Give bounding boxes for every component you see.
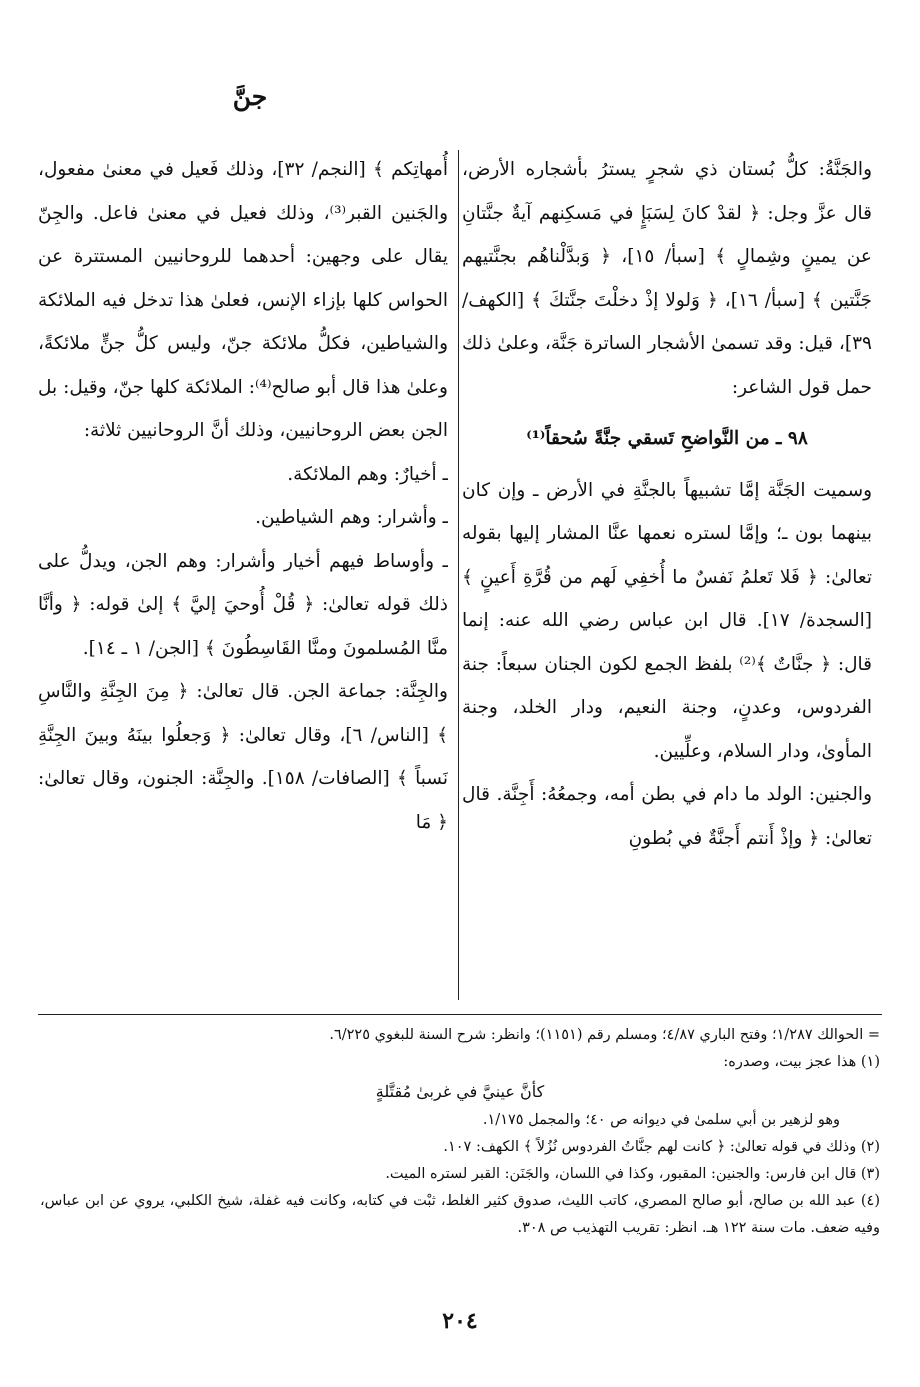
footnote: (٢) وذلك في قوله تعالىٰ: ﴿ كانت لهم جنَّاتُ الفردوس نُزُلاً ﴾ الكهف: ١٠٧. (443, 1139, 880, 1155)
column-divider (458, 150, 459, 1000)
poetry-line: ٩٨ ـ من النَّواضحِ تَسقي جنَّةً سُحقاً⁽¹⁾ (526, 428, 808, 449)
footnote: (٣) قال ابن فارس: والجنين: المقبور، وكذا في اللسان، والجَنَن: القبر لستره الميت. (385, 1166, 880, 1182)
paragraph: وسميت الجَنَّة إمَّا تشبيهاً بالجنَّةِ في الأرض ـ وإن كان بينهما بون ـ؛ وإمَّا لستره نعمها عنَّا المشار إليها بقوله تعالىٰ: ﴿ فَلا تَعلمُ نَفسٌ ما أُخفِي لَهم من قُرَّةِ أَعينٍ ﴾ [السجدة/ ١٧]. قال ابن عباس رضي الله عنه: إنما قال: ﴿ جنَّاتٌ ﴾⁽²⁾ بلفظ الجمع لكون الجنان سبعاً: جنة الفردوس، وعدنٍ، وجنة النعيم، ودار الخلد، وجنة المأوىٰ، ودار السلام، وعلِّيين. (462, 479, 872, 762)
list-item: ـ أخيارٌ: وهم الملائكة. (287, 463, 448, 485)
footnote-verse: كأنَّ عينيَّ في غربىٰ مُقتَّلةٍ (375, 1082, 545, 1101)
left-column (38, 148, 448, 993)
list-item: ـ وأشرار: وهم الشياطين. (255, 507, 448, 528)
paragraph: ـ وأوساط فيهم أخيار وأشرار: وهم الجن، ويدلُّ على ذلك قوله تعالىٰ: ﴿ قُلْ أُوحيَ إليَّ ﴾ إلىٰ قوله: ﴿ وأنَّا منَّا المُسلمونَ ومنَّا القَاسِطُونَ ﴾ [الجن/ ١ ـ ١٤]. (38, 550, 448, 659)
head-word: جنَّ (232, 82, 268, 111)
footnote: وهو لزهير بن أبي سلمىٰ في ديوانه ص ٤٠؛ والمجمل ١/١٧٥. (482, 1112, 840, 1128)
page-number: ٢٠٤ (442, 1308, 478, 1334)
right-column (462, 148, 872, 993)
footnote: (٤) عبد الله بن صالح، أبو صالح المصري، كاتب الليث، صدوق كثير الغلط، ثبْت في كتابه، وكانت فيه غفلة، شيخ الكلبي، يروي عن ابن عباس، وفيه ضعف. مات سنة ١٢٢ هـ. انظر: تقريب التهذيب ص ٣٠٨. (40, 1193, 880, 1236)
footnote: (١) هذا عجز بيت، وصدره: (723, 1054, 880, 1070)
footnote: = الحوالك ١/٢٨٧؛ وفتح الباري ٤/٨٧؛ ومسلم رقم (١١٥١)؛ وانظر: شرح السنة للبغوي ٦/٢٢٥. (329, 1027, 880, 1043)
paragraph: والجَنَّةُ: كلُّ بُستان ذي شجرٍ يسترُ بأشجاره الأرض، قال عزَّ وجل: ﴿ لقدْ كانَ لِسَبَإٍ في مَسكِنهم آيةٌ جنَّتانِ عن يمينٍ وشِمالٍ ﴾ [سبأ/ ١٥]، ﴿ وَبدَّلْناهُم بجنَّتيهم جَنَّتين ﴾ [سبأ/ ١٦]، ﴿ وَلولا إذْ دخلْتَ جنَّتكَ ﴾ [الكهف/ ٣٩]، قيل: وقد تسمىٰ الأشجار الساترة جَنَّة، وعلىٰ ذلك حمل قول الشاعر: (462, 159, 872, 398)
paragraph: والجِنَّة: جماعة الجن. قال تعالىٰ: ﴿ مِنَ الجِنَّةِ والنَّاسِ ﴾ [الناس/ ٦]، وقال تعالىٰ: ﴿ وَجعلُوا بينَهُ وبينَ الجِنَّةِ نَسباً ﴾ [الصافات/ ١٥٨]. والجِنَّة: الجنون، وقال تعالىٰ: ﴿ مَا (38, 681, 448, 833)
footnotes (40, 1022, 880, 1242)
paragraph: والجنين: الولد ما دام في بطن أمه، وجمعُهُ: أَجِنَّة. قال تعالىٰ: ﴿ وإذْ أَنتم أَجنَّةٌ في بُطونِ (462, 784, 872, 849)
footnote-divider (38, 1014, 882, 1015)
paragraph: أُمهاتِكم ﴾ [النجم/ ٣٢]، وذلك فَعيل في معنىٰ مفعول، والجَنين القبر⁽³⁾، وذلك فعيل في معنىٰ فاعل. والجِنّ يقال على وجهين: أحدهما للروحانيين المستترة عن الحواس كلها بإزاء الإنس، فعلىٰ هذا تدخل فيه الملائكة والشياطين، فكلُّ ملائكة جنّ، وليس كلُّ جنٍّ ملائكةً، وعلىٰ هذا قال أبو صالح⁽⁴⁾: الملائكة كلها جنّ، وقيل: بل الجن بعض الروحانيين، وذلك أنَّ الروحانيين ثلاثة: (38, 159, 448, 441)
